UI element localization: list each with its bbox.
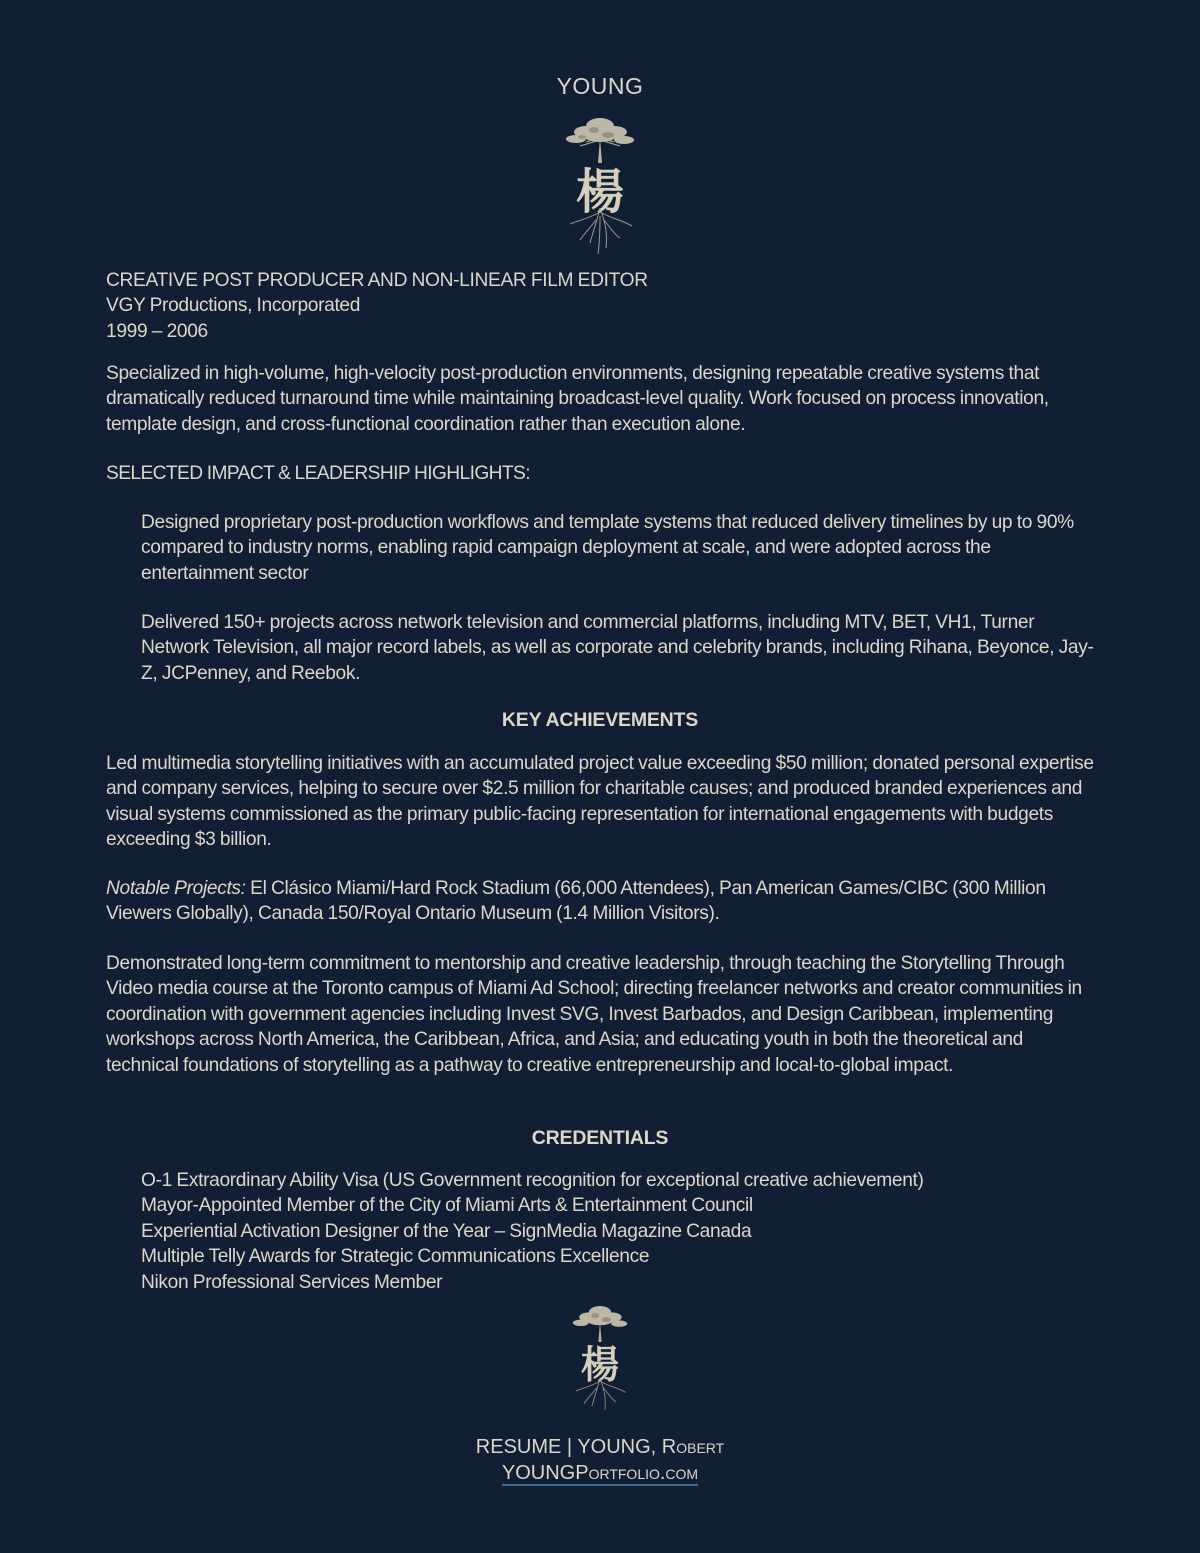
role-block bbox=[106, 268, 1096, 344]
role-summary: Specialized in high-volume, high-velocity post-production environments, designing repeatable creative systems that dramatically reduced turnaround time while maintaining broadcast-level quality. Work focused on process innovation, template design, and cross-functional coordination rather than execution alone. bbox=[106, 363, 1049, 435]
credential-item: Nikon Professional Services Member bbox=[141, 1271, 443, 1293]
role-title: CREATIVE POST PRODUCER AND NON-LINEAR FILM EDITOR bbox=[106, 270, 648, 291]
credential-item: Experiential Activation Designer of the Year – SignMedia Magazine Canada bbox=[141, 1220, 752, 1242]
svg-text:楊: 楊 bbox=[580, 1343, 620, 1388]
tree-kanji-logo-icon bbox=[550, 108, 650, 258]
tree-kanji-logo-icon bbox=[560, 1298, 640, 1418]
notable-projects-text: El Clásico Miami/Hard Rock Stadium (66,000 Attendees), Pan American Games/CIBC (300 Million Viewers Globally), Canada 150/Royal Ontario Museum (1.4 Million Visitors). bbox=[106, 878, 1046, 925]
svg-text:楊: 楊 bbox=[575, 164, 625, 220]
highlight-item: Delivered 150+ projects across network television and commercial platforms, including MTV, BET, VH1, Turner Network Television, all major record labels, as well as corporate and celebrity brands, including Rihana, Beyonce, Jay-Z, JCPenney, and Reebok. bbox=[141, 612, 1094, 684]
achievements-paragraph: Led multimedia storytelling initiatives with an accumulated project value exceeding $50 million; donated personal expertise and company services, helping to secure over $2.5 million for charitable causes; and produced branded experiences and visual systems commissioned as the primary public-facing representation for international engagements with budgets exceeding $3 billion. bbox=[106, 753, 1094, 851]
portfolio-link-part-1: YOUNG bbox=[501, 1462, 576, 1484]
role-dates: 1999 – 2006 bbox=[106, 320, 208, 342]
key-achievements-heading: KEY ACHIEVEMENTS bbox=[501, 709, 699, 731]
credentials-list bbox=[141, 1168, 1091, 1295]
footer-given-name: Robert bbox=[661, 1436, 725, 1458]
footer-resume-line bbox=[0, 1434, 1200, 1460]
credential-item: Multiple Telly Awards for Strategic Communications Excellence bbox=[141, 1246, 650, 1268]
footer-link-line bbox=[0, 1460, 1200, 1486]
credentials-heading: CREDENTIALS bbox=[531, 1127, 669, 1149]
footer-separator: | bbox=[561, 1436, 578, 1458]
footer-resume-label: RESUME bbox=[475, 1436, 562, 1458]
role-company: VGY Productions, Incorporated bbox=[106, 295, 361, 317]
notable-projects-label: Notable Projects: bbox=[106, 878, 246, 899]
highlight-item: Designed proprietary post-production workflows and template systems that reduced delivery timelines by up to 90% compared to industry norms, enabling rapid campaign deployment at scale, and were adopted across the entertainment sector bbox=[141, 512, 1074, 584]
highlights-heading: SELECTED IMPACT & LEADERSHIP HIGHLIGHTS: bbox=[106, 463, 530, 484]
portfolio-link-part-2: Portfolio.com bbox=[575, 1462, 699, 1484]
notable-projects bbox=[106, 876, 1096, 927]
portfolio-link[interactable] bbox=[502, 1462, 698, 1486]
mentorship-paragraph: Demonstrated long-term commitment to mentorship and creative leadership, through teaching the Storytelling Through Video media course at the Toronto campus of Miami Ad School; directing freelancer networks and creator communities in coordination with government agencies including Invest SVG, Invest Barbados, and Design Caribbean, implementing workshops across North America, the Caribbean, Africa, and Asia; and educating youth in both the theoretical and technical foundations of storytelling as a pathway to creative entrepreneurship and local-to-global impact. bbox=[106, 953, 1082, 1076]
header-name: YOUNG bbox=[556, 73, 644, 99]
footer-surname: YOUNG, bbox=[577, 1436, 662, 1458]
credential-item: Mayor-Appointed Member of the City of Miami Arts & Entertainment Council bbox=[141, 1195, 753, 1217]
credential-item: O-1 Extraordinary Ability Visa (US Government recognition for exceptional creative achievement) bbox=[141, 1170, 924, 1191]
